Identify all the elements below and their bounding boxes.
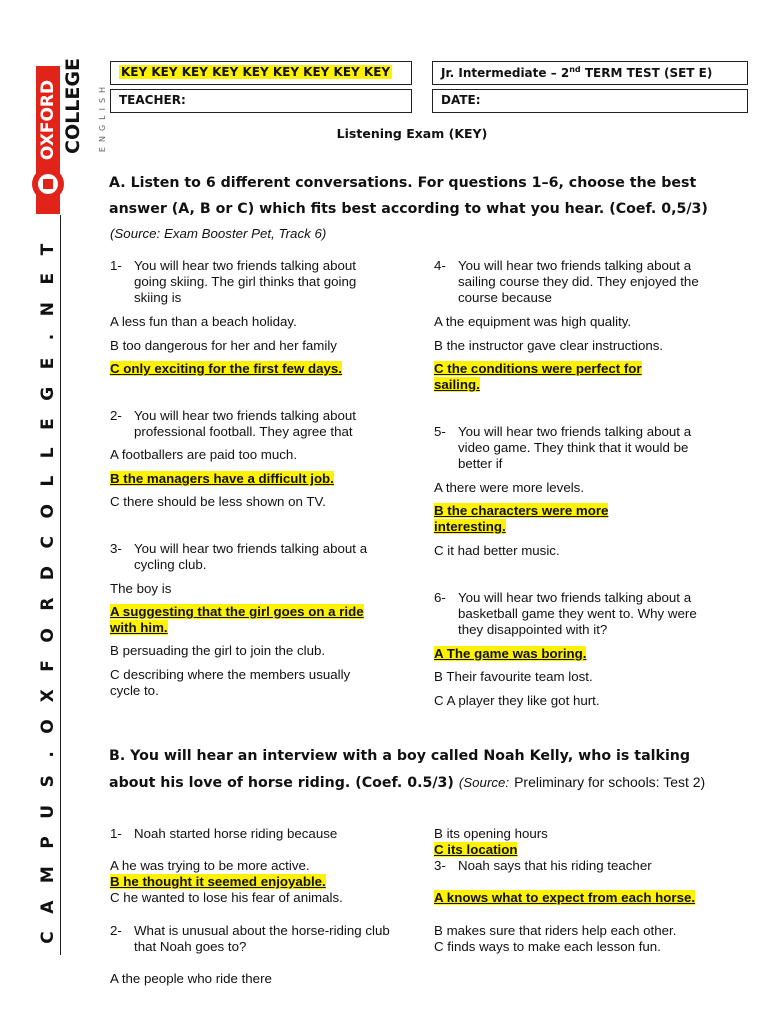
section-b-heading: [109, 743, 719, 796]
answer-highlight: A The game was boring.: [434, 646, 587, 661]
answer-highlight: A knows what to expect from each horse.: [434, 890, 696, 905]
option-a3-b: B persuading the girl to join the club.: [110, 643, 326, 658]
answer-highlight: B he thought it seemed enjoyable.: [110, 874, 326, 889]
option-a6-a: [434, 646, 586, 662]
test-title-box: [432, 61, 748, 85]
option-b1-b: [110, 874, 326, 890]
option-a3-a: [110, 604, 372, 636]
teacher-box: [110, 89, 412, 113]
logo-text-oxford: OXFORD: [38, 79, 58, 161]
answer-highlight: C only exciting for the first few days.: [110, 361, 343, 376]
logo-text-college: COLLEGE: [62, 58, 84, 154]
option-a5-b: [434, 503, 652, 535]
question-text: You will hear two friends talking about a sailing course they did. They enjoyed the course because: [458, 258, 699, 305]
question-number: 6-: [434, 590, 446, 605]
question-number: 1-: [110, 826, 122, 841]
question-a3-stem: The boy is: [110, 581, 172, 596]
question-text: You will hear two friends talking about a cycling club.: [134, 541, 368, 572]
question-a5: [434, 424, 724, 472]
option-a2-a: A footballers are paid too much.: [110, 447, 298, 462]
option-a6-b: B Their favourite team lost.: [434, 669, 593, 684]
test-title-sup: nd: [569, 65, 581, 74]
option-b1-c: C he wanted to lose his fear of animals.: [110, 890, 343, 905]
option-a6-c: C A player they like got hurt.: [434, 693, 600, 708]
logo: [28, 58, 107, 226]
question-number: 2-: [110, 408, 122, 423]
question-number: 5-: [434, 424, 446, 439]
side-text-campus: CAMPUS.OXFORDCOLLEGE.NET: [38, 226, 58, 944]
option-a4-b: B the instructor gave clear instructions.: [434, 338, 664, 353]
section-a-source: (Source: Exam Booster Pet, Track 6): [110, 226, 327, 241]
question-number: 3-: [110, 541, 122, 556]
option-a5-a: A there were more levels.: [434, 480, 585, 495]
answer-highlight: C the conditions were perfect for sailing.: [434, 361, 642, 392]
answer-key-label: KEY KEY KEY KEY KEY KEY KEY KEY KEY: [121, 65, 391, 79]
answer-highlight: C its location: [434, 842, 518, 857]
question-number: 4-: [434, 258, 446, 273]
section-b-source-text: Preliminary for schools: Test 2): [514, 774, 706, 790]
option-a3-c: C describing where the members usually cycle to.: [110, 667, 351, 698]
section-a-heading-text: A. Listen to 6 different conversations. For questions 1–6, choose the best answer (A, B or C) which fits best according to what you hear. (Coef. 0,5/3): [109, 175, 708, 217]
answer-highlight: B the characters were more interesting.: [434, 503, 609, 534]
date-box: [432, 89, 748, 113]
option-b3-a: [434, 890, 714, 906]
option-b1-a: A he was trying to be more active.: [110, 858, 310, 873]
option-b2-a: A the people who ride there: [110, 971, 272, 986]
question-a3: [110, 541, 390, 573]
option-a4-a: A the equipment was high quality.: [434, 314, 632, 329]
answer-highlight: A suggesting that the girl goes on a ride with him.: [110, 604, 364, 635]
section-a-heading: [109, 170, 719, 222]
option-b2-c: [434, 842, 517, 858]
question-a4: [434, 258, 724, 306]
logo-text-english: ENGLISH: [98, 81, 107, 153]
question-text: You will hear two friends talking about professional football. They agree that: [134, 408, 356, 439]
question-text: What is unusual about the horse-riding club that Noah goes to?: [134, 923, 390, 954]
option-a4-c: [434, 361, 680, 393]
question-text: You will hear two friends talking about going skiing. The girl thinks that going skiing is: [134, 258, 357, 305]
answer-key-box: [110, 61, 412, 85]
question-number: 3-: [434, 858, 446, 873]
question-a6: [434, 590, 724, 638]
option-a2-c: C there should be less shown on TV.: [110, 494, 326, 509]
question-a2: [110, 408, 390, 440]
side-vertical-text: [36, 215, 61, 955]
option-a1-c: [110, 361, 342, 377]
answer-highlight: B the managers have a difficult job.: [110, 471, 334, 486]
teacher-label: TEACHER:: [119, 93, 186, 107]
option-b2-b: B its opening hours: [434, 826, 548, 841]
question-text: You will hear two friends talking about a basketball game they went to. Why were they disappointed with it?: [458, 590, 697, 637]
section-b-source-label: (Source:: [458, 775, 510, 790]
question-a1: [110, 258, 390, 306]
question-number: 1-: [110, 258, 122, 273]
question-text: You will hear two friends talking about a video game. They think that it would be better if: [458, 424, 692, 471]
option-a1-a: A less fun than a beach holiday.: [110, 314, 297, 329]
question-b2: [110, 923, 400, 955]
option-a5-c: C it had better music.: [434, 543, 560, 558]
option-b3-c: C finds ways to make each lesson fun.: [434, 939, 661, 954]
question-text: Noah says that his riding teacher: [458, 858, 652, 873]
question-b1: [110, 826, 410, 842]
question-b3: [434, 858, 724, 874]
question-text: Noah started horse riding because: [134, 826, 338, 841]
section-b-heading-text: B. You will hear an interview with a boy called Noah Kelly, who is talking about his love of horse riding. (Coef. 0.5/3): [109, 748, 691, 791]
option-b3-b: B makes sure that riders help each other.: [434, 923, 677, 938]
option-a1-b: B too dangerous for her and her family: [110, 338, 337, 353]
option-a2-b: [110, 471, 334, 487]
question-number: 2-: [110, 923, 122, 938]
test-title-post: TERM TEST (SET E): [580, 66, 713, 80]
page-title: Listening Exam (KEY): [336, 126, 488, 141]
date-label: DATE:: [441, 93, 481, 107]
test-title-pre: Jr. Intermediate – 2: [441, 66, 570, 80]
